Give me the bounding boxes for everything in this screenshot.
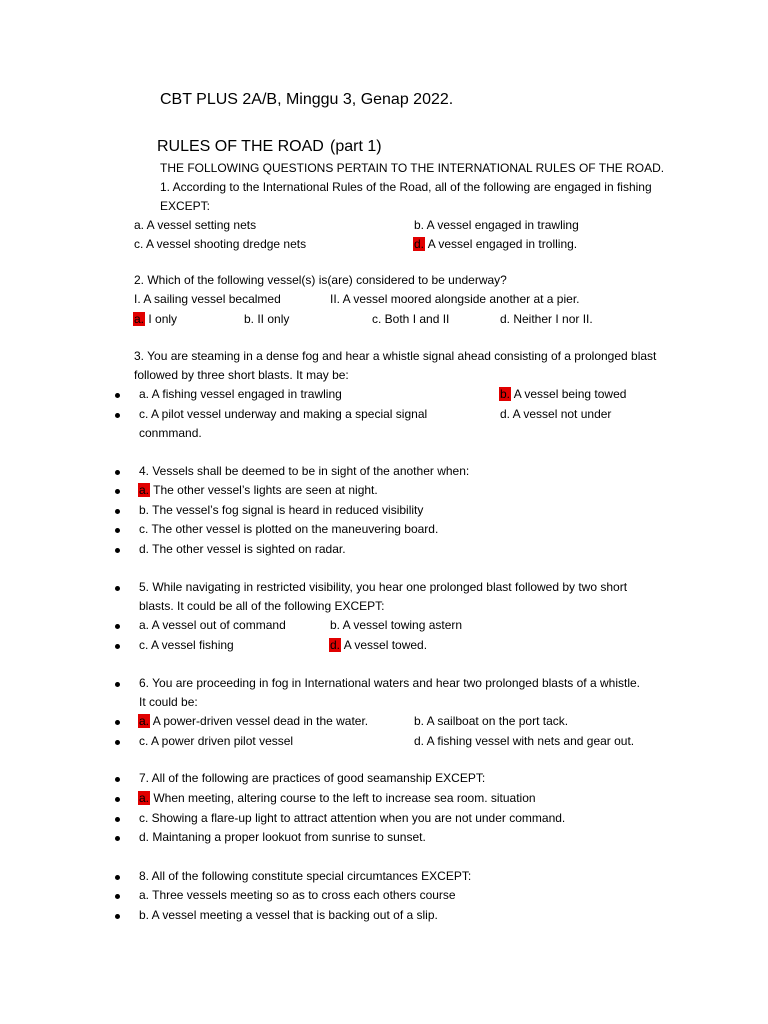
q6-stem-line2: It could be: xyxy=(139,695,198,709)
q3-option-c: c. A pilot vessel underway and making a special signal xyxy=(139,407,428,421)
q1-option-b: b. A vessel engaged in trawling xyxy=(414,218,579,232)
bullet xyxy=(115,894,120,899)
q1-option-a: a. A vessel setting nets xyxy=(134,218,257,232)
q1-stem-line2: EXCEPT: xyxy=(160,199,211,213)
bullet xyxy=(115,413,120,418)
bullet xyxy=(115,740,120,745)
q3-option-a: a. A fishing vessel engaged in trawling xyxy=(139,387,342,401)
bullet xyxy=(115,914,120,919)
q5-stem-line2: blasts. It could be all of the following EXCEPT: xyxy=(139,599,385,613)
q4-stem: 4. Vessels shall be deemed to be in sight of the another when: xyxy=(139,464,470,478)
q2-option-b: b. II only xyxy=(244,312,290,326)
bullet xyxy=(115,470,120,475)
q6-stem-line1: 6. You are proceeding in fog in International waters and hear two prolonged blasts of a whistle. xyxy=(139,676,640,690)
q2-option-a: a. I only xyxy=(134,312,178,326)
bullet xyxy=(115,548,120,553)
q8-stem: 8. All of the following constitute special circumtances EXCEPT: xyxy=(139,869,472,883)
q3-stem-line1: 3. You are steaming in a dense fog and hear a whistle signal ahead consisting of a prolonged blast xyxy=(134,349,657,363)
q2-option-c: c. Both I and II xyxy=(372,312,450,326)
q1-option-d: d. A vessel engaged in trolling. xyxy=(414,237,578,251)
q5-option-b: b. A vessel towing astern xyxy=(330,618,463,632)
q7-option-c: c. Showing a flare-up light to attract attention when you are not under command. xyxy=(139,811,566,825)
q2-statement-ii: II. A vessel moored alongside another at a pier. xyxy=(330,292,580,306)
bullet xyxy=(115,586,120,591)
q7-stem: 7. All of the following are practices of good seamanship EXCEPT: xyxy=(139,771,486,785)
q4-option-d: d. The other vessel is sighted on radar. xyxy=(139,542,346,556)
q4-option-c: c. The other vessel is plotted on the maneuvering board. xyxy=(139,522,439,536)
document-title: CBT PLUS 2A/B, Minggu 3, Genap 2022. xyxy=(160,91,454,108)
q5-option-d: d. A vessel towed. xyxy=(330,638,428,652)
q3-stem-line2: followed by three short blasts. It may be: xyxy=(134,368,349,382)
bullet xyxy=(115,682,120,687)
q1-option-c: c. A vessel shooting dredge nets xyxy=(134,237,307,251)
q4-option-b: b. The vessel’s fog signal is heard in reduced visibility xyxy=(139,503,424,517)
bullet xyxy=(115,624,120,629)
bullet xyxy=(115,644,120,649)
q7-option-a: a. When meeting, altering course to the left to increase sea room. situation xyxy=(139,791,536,805)
bullet xyxy=(115,875,120,880)
q3-option-d: d. A vessel not under xyxy=(500,407,612,421)
q2-stem: 2. Which of the following vessel(s) is(are) considered to be underway? xyxy=(134,273,507,287)
q2-statement-i: I. A sailing vessel becalmed xyxy=(134,292,281,306)
bullet xyxy=(115,489,120,494)
q4-option-a: a. The other vessel’s lights are seen at night. xyxy=(139,483,378,497)
q7-option-d: d. Maintaning a proper lookuot from sunrise to sunset. xyxy=(139,830,426,844)
bullet xyxy=(115,720,120,725)
q5-stem-line1: 5. While navigating in restricted visibility, you hear one prolonged blast followed by two short xyxy=(139,580,628,594)
answer-highlight: a. xyxy=(134,312,145,326)
q8-option-a: a. Three vessels meeting so as to cross each others course xyxy=(139,888,456,902)
bullet xyxy=(115,817,120,822)
answer-highlight: d. xyxy=(330,638,341,652)
answer-highlight: a. xyxy=(139,791,150,805)
section-part: (part 1) xyxy=(330,138,382,155)
answer-highlight: a. xyxy=(139,714,150,728)
bullet xyxy=(115,777,120,782)
q5-option-c: c. A vessel fishing xyxy=(139,638,234,652)
q3-option-c-cont: conmmand. xyxy=(139,426,202,440)
bullet xyxy=(115,528,120,533)
q6-option-d: d. A fishing vessel with nets and gear out. xyxy=(414,734,635,748)
q8-option-b: b. A vessel meeting a vessel that is backing out of a slip. xyxy=(139,908,438,922)
bullet xyxy=(115,509,120,514)
q3-option-b: b. A vessel being towed xyxy=(500,387,627,401)
answer-highlight: a. xyxy=(139,483,150,497)
q6-option-b: b. A sailboat on the port tack. xyxy=(414,714,569,728)
answer-highlight: b. xyxy=(500,387,511,401)
q6-option-c: c. A power driven pilot vessel xyxy=(139,734,294,748)
bullet xyxy=(115,836,120,841)
q1-stem-line1: 1. According to the International Rules of the Road, all of the following are engaged in fishing xyxy=(160,180,652,194)
q2-option-d: d. Neither I nor II. xyxy=(500,312,593,326)
bullet xyxy=(115,393,120,398)
answer-highlight: d. xyxy=(414,237,425,251)
intro-text: THE FOLLOWING QUESTIONS PERTAIN TO THE INTERNATIONAL RULES OF THE ROAD. xyxy=(160,161,665,175)
bullet xyxy=(115,797,120,802)
q6-option-a: a. A power-driven vessel dead in the water. xyxy=(139,714,369,728)
section-title: RULES OF THE ROAD xyxy=(157,138,324,155)
q5-option-a: a. A vessel out of command xyxy=(139,618,286,632)
